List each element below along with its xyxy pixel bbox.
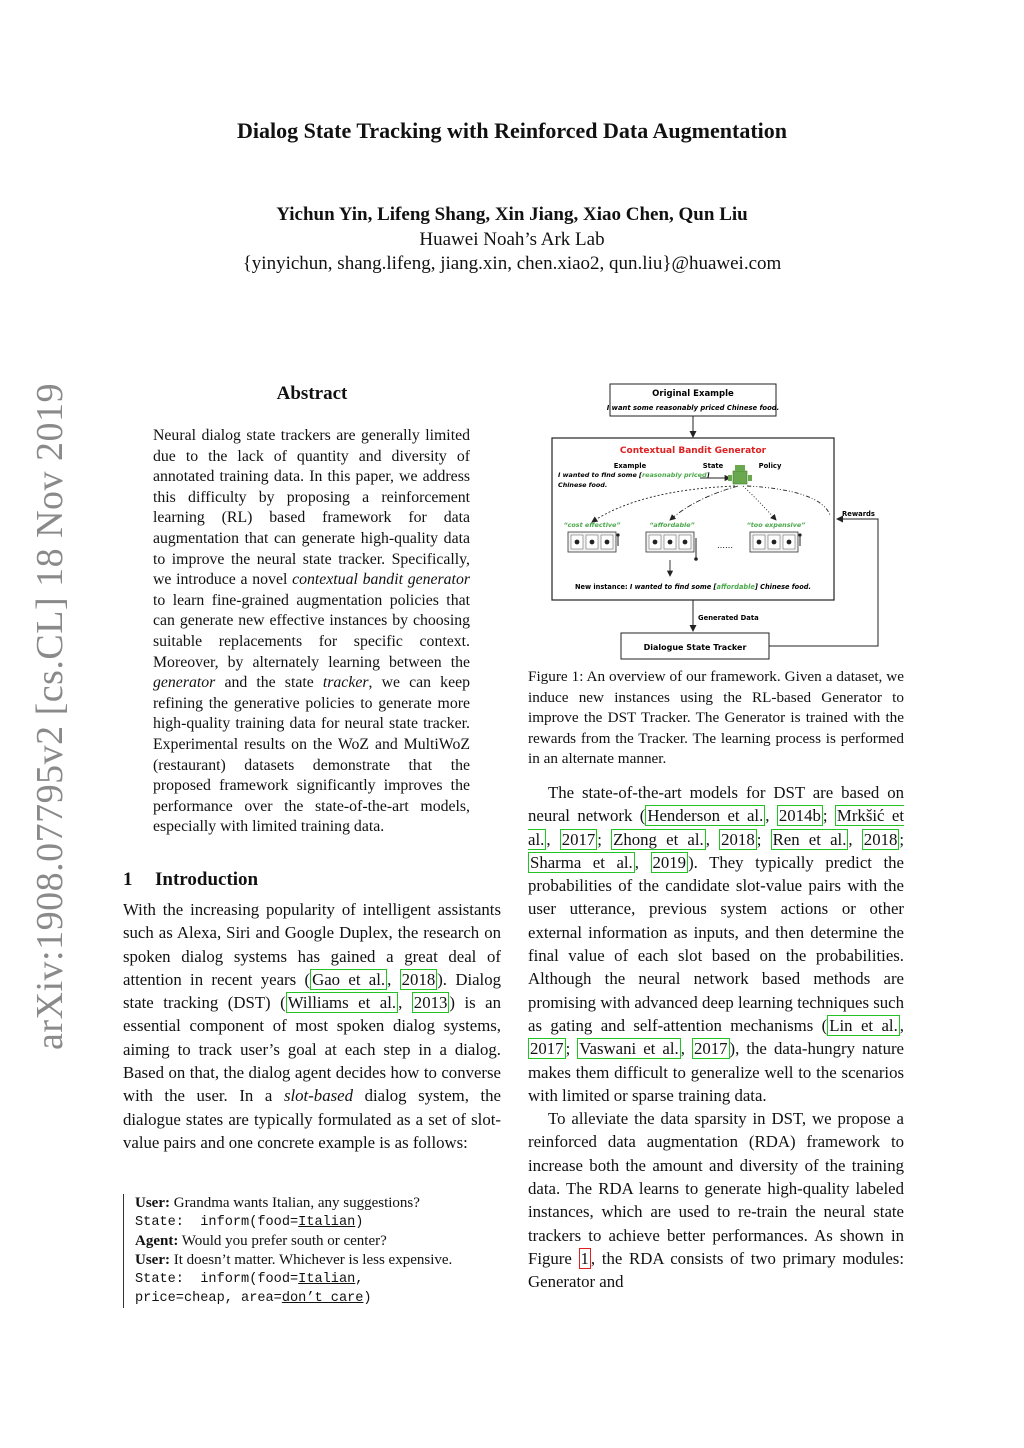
citation-link[interactable]: 2017 [561,829,596,849]
citation-link[interactable]: Mrkšić et al. [528,806,904,849]
citation-link[interactable]: 2018 [401,969,436,989]
citation-link[interactable]: 2018 [863,829,898,849]
citation-link[interactable]: Sharma et al. [530,852,633,872]
author-emails: {yinyichun, shang.lifeng, jiang.xin, chen.xiao2, qun.liu}@huawei.com [242,253,782,274]
citation-link[interactable]: Ren et al. [772,829,847,849]
citation-link[interactable]: Zhong et al. [613,829,704,849]
section-heading-introduction: 1 Introduction [123,869,259,890]
author-list: Yichun Yin, Lifeng Shang, Xin Jiang, Xiao Chen, Qun Liu [276,204,748,225]
citation-link[interactable]: Vaswani et al. [579,1039,679,1059]
citation-link[interactable]: Henderson et al. [647,806,764,826]
figure-caption: Figure 1: An overview of our framework. Given a dataset, we induce new instances using the RL-based Generator to improve the DST Tracker. The Generator is trained with the rewards from the Tracker. The learning process is performed in an alternate manner. [528,668,904,768]
citation-link[interactable]: Lin et al. [829,1015,898,1035]
dialog-line: User: It doesn’t matter. Whichever is less expensive. [135,1252,453,1268]
ellipsis: …… [717,541,733,550]
abstract-heading: Abstract [276,383,348,404]
rewards-label: Rewards [842,510,875,518]
citation-link[interactable]: Williams et al. [287,993,397,1013]
column-state: State [702,462,724,470]
original-example-title: Original Example [652,389,734,399]
introduction-text: With the increasing popularity of intelligent assistants such as Alexa, Siri and Google Duplex, the research on spoken dialog systems has gained a great deal of attention in recent years ( Gao et al. , 2018 ). Dialog state tracking (DST) ( Williams et al. , 2013 ) is an essential component of most spoken dialog systems, aiming to track user’s goal at each step in a dialog. Based on that, the dialog agent decides how to converse with the user. In a slot-based dialog system, the dialogue states are typically formulated as a set of slot-value pairs and one concrete example is as follows: [123,900,502,1152]
framework-figure [530,380,910,665]
citation-link[interactable]: 2013 [413,993,448,1013]
dialog-state-line: State: inform(food=Italian) [135,1215,364,1230]
citation-link[interactable]: 2017 [693,1039,728,1059]
dialog-state-line: State: inform(food=Italian, [135,1272,364,1287]
new-instance-text: New instance: I wanted to find some [affordable] Chinese food. [575,583,811,591]
dialog-state-line: price=cheap, area=don’t care) [135,1291,372,1306]
citation-link[interactable]: 2014b [778,806,821,826]
generated-data-label: Generated Data [698,614,759,622]
tracker-title: Dialogue State Tracker [643,643,747,652]
citation-link[interactable]: 2019 [652,852,687,872]
right-column-text [528,781,904,1294]
slot-machine-icon [568,532,620,552]
dialog-line: Agent: Would you prefer south or center? [135,1233,387,1249]
figure-reference-link[interactable]: 1 [580,1248,589,1268]
generator-example-line-2: Chinese food. [558,481,608,489]
column-policy: Policy [758,462,782,470]
arm-label-1: “cost effective” [563,521,621,529]
column-example: Example [613,462,647,470]
paragraph: The state-of-the-art models for DST are based on neural network ( Henderson et al. , 2014b ; Mrkšić et al. , 2017 ; Zhong et al. , 2018 ; Ren et al. , 2018 ; Sharma et al. , 2019 ). They typically predict the probabilities of the candidate slot-value pairs with the user utterance, previous system actions or other external information as inputs, and then determine the final value of each slot based on the probabilities. Although the neural network based methods are promising with advanced deep learning techniques such as gating and self-attention mechanisms ( Lin et al. , 2017 ; Vaswani et al. , 2017 ), the data-hungry nature makes them difficult to generalize well to the scenarios with limited or sparse training data. [528,783,905,1105]
generator-title: Contextual Bandit Generator [619,446,767,456]
paragraph: To alleviate the data sparsity in DST, we propose a reinforced data augmentation (RDA) framework to increase both the amount and diversity of the training data. The RDA learns to generate high-quality labeled instances, which are used to re-train the neural state trackers to achieve better performances. As shown in Figure 1 , the RDA consists of two primary modules: Generator and [528,1109,905,1292]
arxiv-identifier: arXiv:1908.07795v2 [cs.CL] 18 Nov 2019 [29,382,71,1050]
framework-diagram [530,380,910,665]
generator-example-line: I wanted to find some [reasonably priced] [558,471,710,479]
original-example-text: I want some reasonably priced Chinese food. [606,404,780,412]
citation-link[interactable]: Gao et al. [312,969,386,989]
paper-title: Dialog State Tracking with Reinforced Data Augmentation [237,118,787,143]
arm-label-3: “too expensive” [746,521,806,529]
affiliation: Huawei Noah’s Ark Lab [419,229,605,250]
citation-link[interactable]: 2018 [721,829,755,849]
abstract-text: Neural dialog state trackers are generally limited due to the lack of quantity and diversity of annotated training data. In this paper, we address this difficulty by proposing a reinforcement learning (RL) based framework for data augmentation that can generate high-quality data to improve the neural state tracker. Specifically, we introduce a novel contextual bandit generator to learn fine-grained augmentation policies that can generate new effective instances by choosing suitable replacements for specific context. Moreover, by alternately learning between the generator and the state tracker, we can keep refining the generative policies to generate more high-quality training data for neural state tracker. Experimental results on the WoZ and MultiWoZ (restaurant) datasets demonstrate that the proposed framework significantly improves the performance over the state-of-the-art models, especially with limited training data. [153,427,470,836]
arm-label-2: “affordable” [649,521,695,529]
slot-machine-icon [750,532,802,552]
citation-link[interactable]: 2017 [530,1039,564,1059]
dialog-example [123,1194,501,1308]
dialog-line: User: Grandma wants Italian, any suggestions? [135,1195,420,1211]
generator-box [552,438,834,600]
